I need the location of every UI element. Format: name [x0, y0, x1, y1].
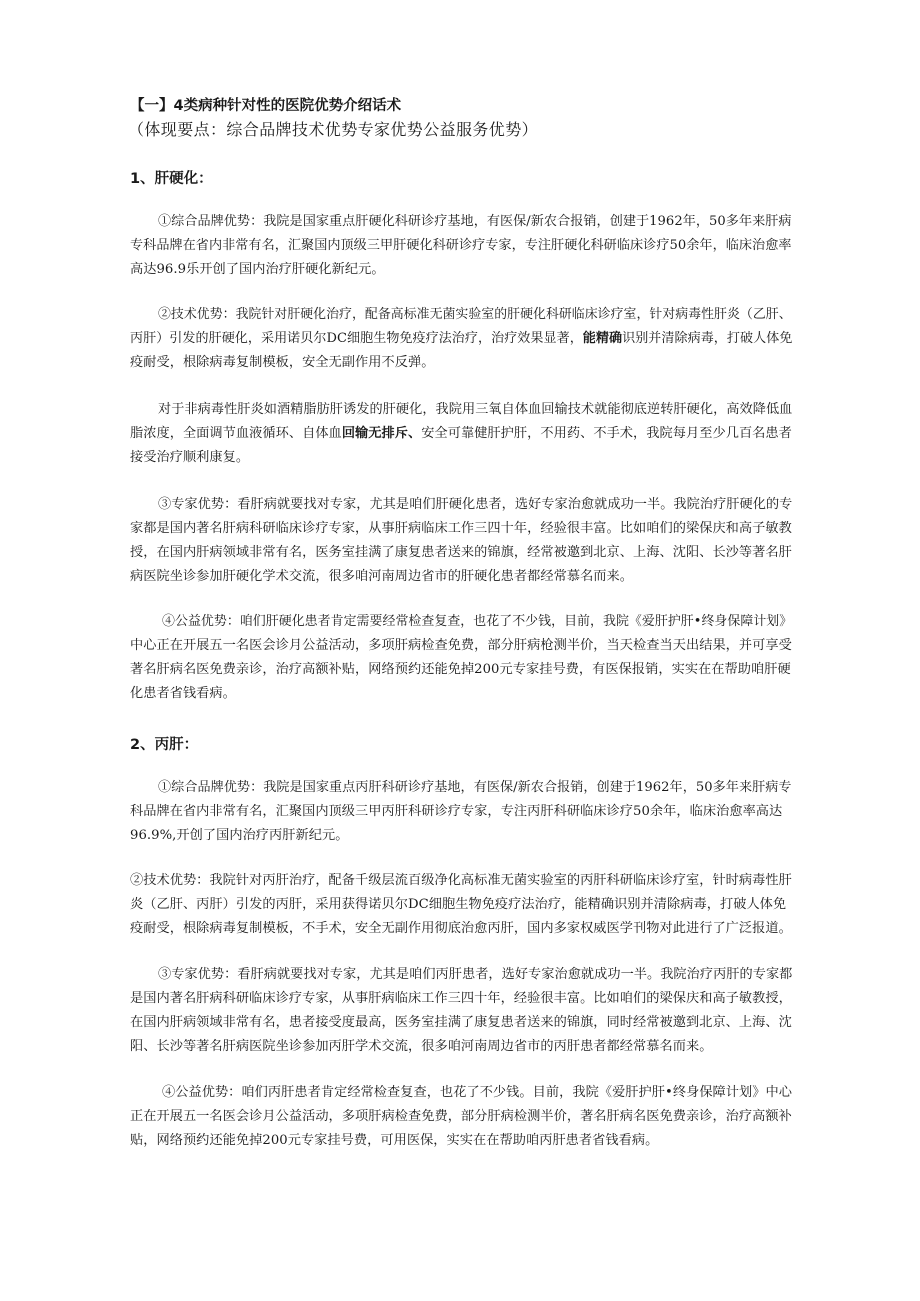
section-heading-cirrhosis: 1、肝硬化：	[130, 171, 213, 187]
paragraph-line: 中心正在开展五一名医会诊月公益活动，多项肝病检查免费，部分肝病枪测半价，当天检查当天出结果，并可享受	[130, 638, 792, 653]
bold-text-span: 能精确	[582, 331, 623, 346]
paragraph-line: ①综合品牌优势：我院是国家重点肝硬化科研诊疗基地，有医保/新农合报销，创建于1962年，50多年来肝病	[158, 214, 792, 229]
paragraph-line: 贴，网络预约还能免掉200元专家挂号费，可用医保，实实在在帮助咱丙肝患者省钱看病。	[130, 1133, 659, 1148]
document-subtitle: （体现要点：综合品牌技术优势专家优势公益服务优势）	[128, 120, 539, 139]
paragraph-line: 科品牌在省内非常有名，汇聚国内顶级三甲丙肝科研诊疗专家，专注丙肝科研临床诊疗50余年，临床治愈率高达	[130, 804, 783, 819]
paragraph-line: 96.9%,开创了国内治疗丙肝新纪元。	[130, 828, 349, 843]
paragraph-line: 著名肝病名医免费亲诊，治疗高额补贴，网络预约还能免掉200元专家挂号费，有医保报销，实实在在帮助咱肝硬	[130, 662, 791, 677]
paragraph-line: ④公益优势：咱们肝硬化患者肯定需要经常检查复查，也花了不少钱，目前，我院《爱肝护肝•终身保障计划》	[162, 614, 793, 629]
paragraph-line: 正在开展五一名医会诊月公益活动，多项肝病检查免费，部分肝病检测半价，著名肝病名医免费亲诊，治疗高额补	[130, 1109, 792, 1124]
paragraph-line: ②技术优势：我院针对丙肝治疗，配备千级层流百级净化高标准无菌实验室的丙肝科研临床诊疗室，针时病毒性肝	[130, 873, 792, 888]
text-span: 识别并清除病毒，打破人体免	[622, 331, 793, 346]
paragraph-line: 接受治疗顺利康复。	[130, 450, 250, 465]
document-title: 【一】4类病种针对性的医院优势介绍话术	[130, 98, 402, 114]
paragraph-line: ④公益优势：咱们丙肝患者肯定经常检查复查，也花了不少钱。目前，我院《爱肝护肝•终身保障计划》中心	[162, 1085, 792, 1100]
paragraph-line: 授，在国内肝病领域非常有名，医务室挂满了康复患者送来的锦旗，经常被邀到北京、上海、沈阳、长沙等著名肝	[130, 545, 792, 560]
paragraph-line: ③专家优势：看肝病就要找对专家，尤其是咱们肝硬化患者，选好专家治愈就成功一半。我院治疗肝硬化的专	[158, 497, 793, 512]
paragraph-line	[130, 330, 792, 348]
section-heading-hepatitis-c: 2、丙肝：	[130, 737, 199, 753]
text-span: 脂浓度，全面调节血液循环、自体血	[130, 426, 342, 441]
paragraph-line: ①综合品牌优势：我院是国家重点丙肝科研诊疗基地，有医保/新农合报销，创建于1962年，50多年来肝病专	[158, 780, 792, 795]
paragraph-line: 疫耐受，根除病毒复制模板，安全无副作用不反弹。	[130, 355, 435, 370]
paragraph-line: 在国内肝病领域非常有名，患者接受度最高，医务室挂满了康复患者送来的锦旗，同时经常被邀到北京、上海、沈	[130, 1015, 792, 1030]
paragraph-line: 病医院坐诊参加肝硬化学术交流，很多咱河南周边省市的肝硬化患者都经常慕名而来。	[130, 569, 634, 584]
paragraph-line: 家都是国内著名肝病科研临床诊疗专家，从事肝病临床工作三四十年，经验很丰富。比如咱们的梁保庆和高子敏教	[130, 521, 792, 536]
paragraph-line: 是国内著名肝病科研临床诊疗专家，从事肝病临床工作三四十年，经验很丰富。比如咱们的梁保庆和高子敏教授，	[130, 991, 792, 1006]
paragraph-line: 对于非病毒性肝炎如酒精脂肪肝诱发的肝硬化，我院用三氧自体血回输技术就能彻底逆转肝硬化，高效降低血	[158, 402, 793, 417]
paragraph-line: 化患者省钱看病。	[130, 686, 236, 701]
bold-text-span: 回输无排斥、	[341, 426, 422, 441]
paragraph-line: 专科品牌在省内非常有名，汇聚国内顶级三甲肝硬化科研诊疗专家，专注肝硬化科研临床诊疗50余年，临床治愈率	[130, 238, 792, 253]
text-span: 安全可靠健肝护肝，不用药、不手术，我院每月至少几百名患者	[421, 426, 792, 441]
paragraph-line: 疫耐受，根除病毒复制模板，不手术，安全无副作用彻底治愈丙肝，国内多家权威医学刊物对此进行了广泛报道。	[130, 921, 792, 936]
paragraph-line: 阳、长沙等著名肝病医院坐诊参加丙肝学术交流，很多咱河南周边省市的丙肝患者都经常慕名而来。	[130, 1039, 713, 1054]
paragraph-line	[130, 425, 792, 443]
text-span: 丙肝）引发的肝硬化，采用诺贝尔DC细胞生物免疫疗法治疗，治疗效果显著，	[130, 331, 583, 346]
paragraph-line: 炎（乙肝、丙肝）引发的丙肝，采用获得诺贝尔DC细胞生物免疫疗法治疗，能精确识别并清除病毒，打破人体免	[130, 897, 787, 912]
paragraph-line: ③专家优势：看肝病就要找对专家，尤其是咱们丙肝患者，选好专家治愈就成功一半。我院治疗丙肝的专家都	[158, 967, 793, 982]
paragraph-line: 高达96.9乐开创了国内治疗肝硬化新纪元。	[130, 262, 385, 277]
paragraph-line: ②技术优势：我院针对肝硬化治疗，配备高标准无菌实验室的肝硬化科研临床诊疗室，针对病毒性肝炎（乙肝、	[158, 307, 792, 322]
